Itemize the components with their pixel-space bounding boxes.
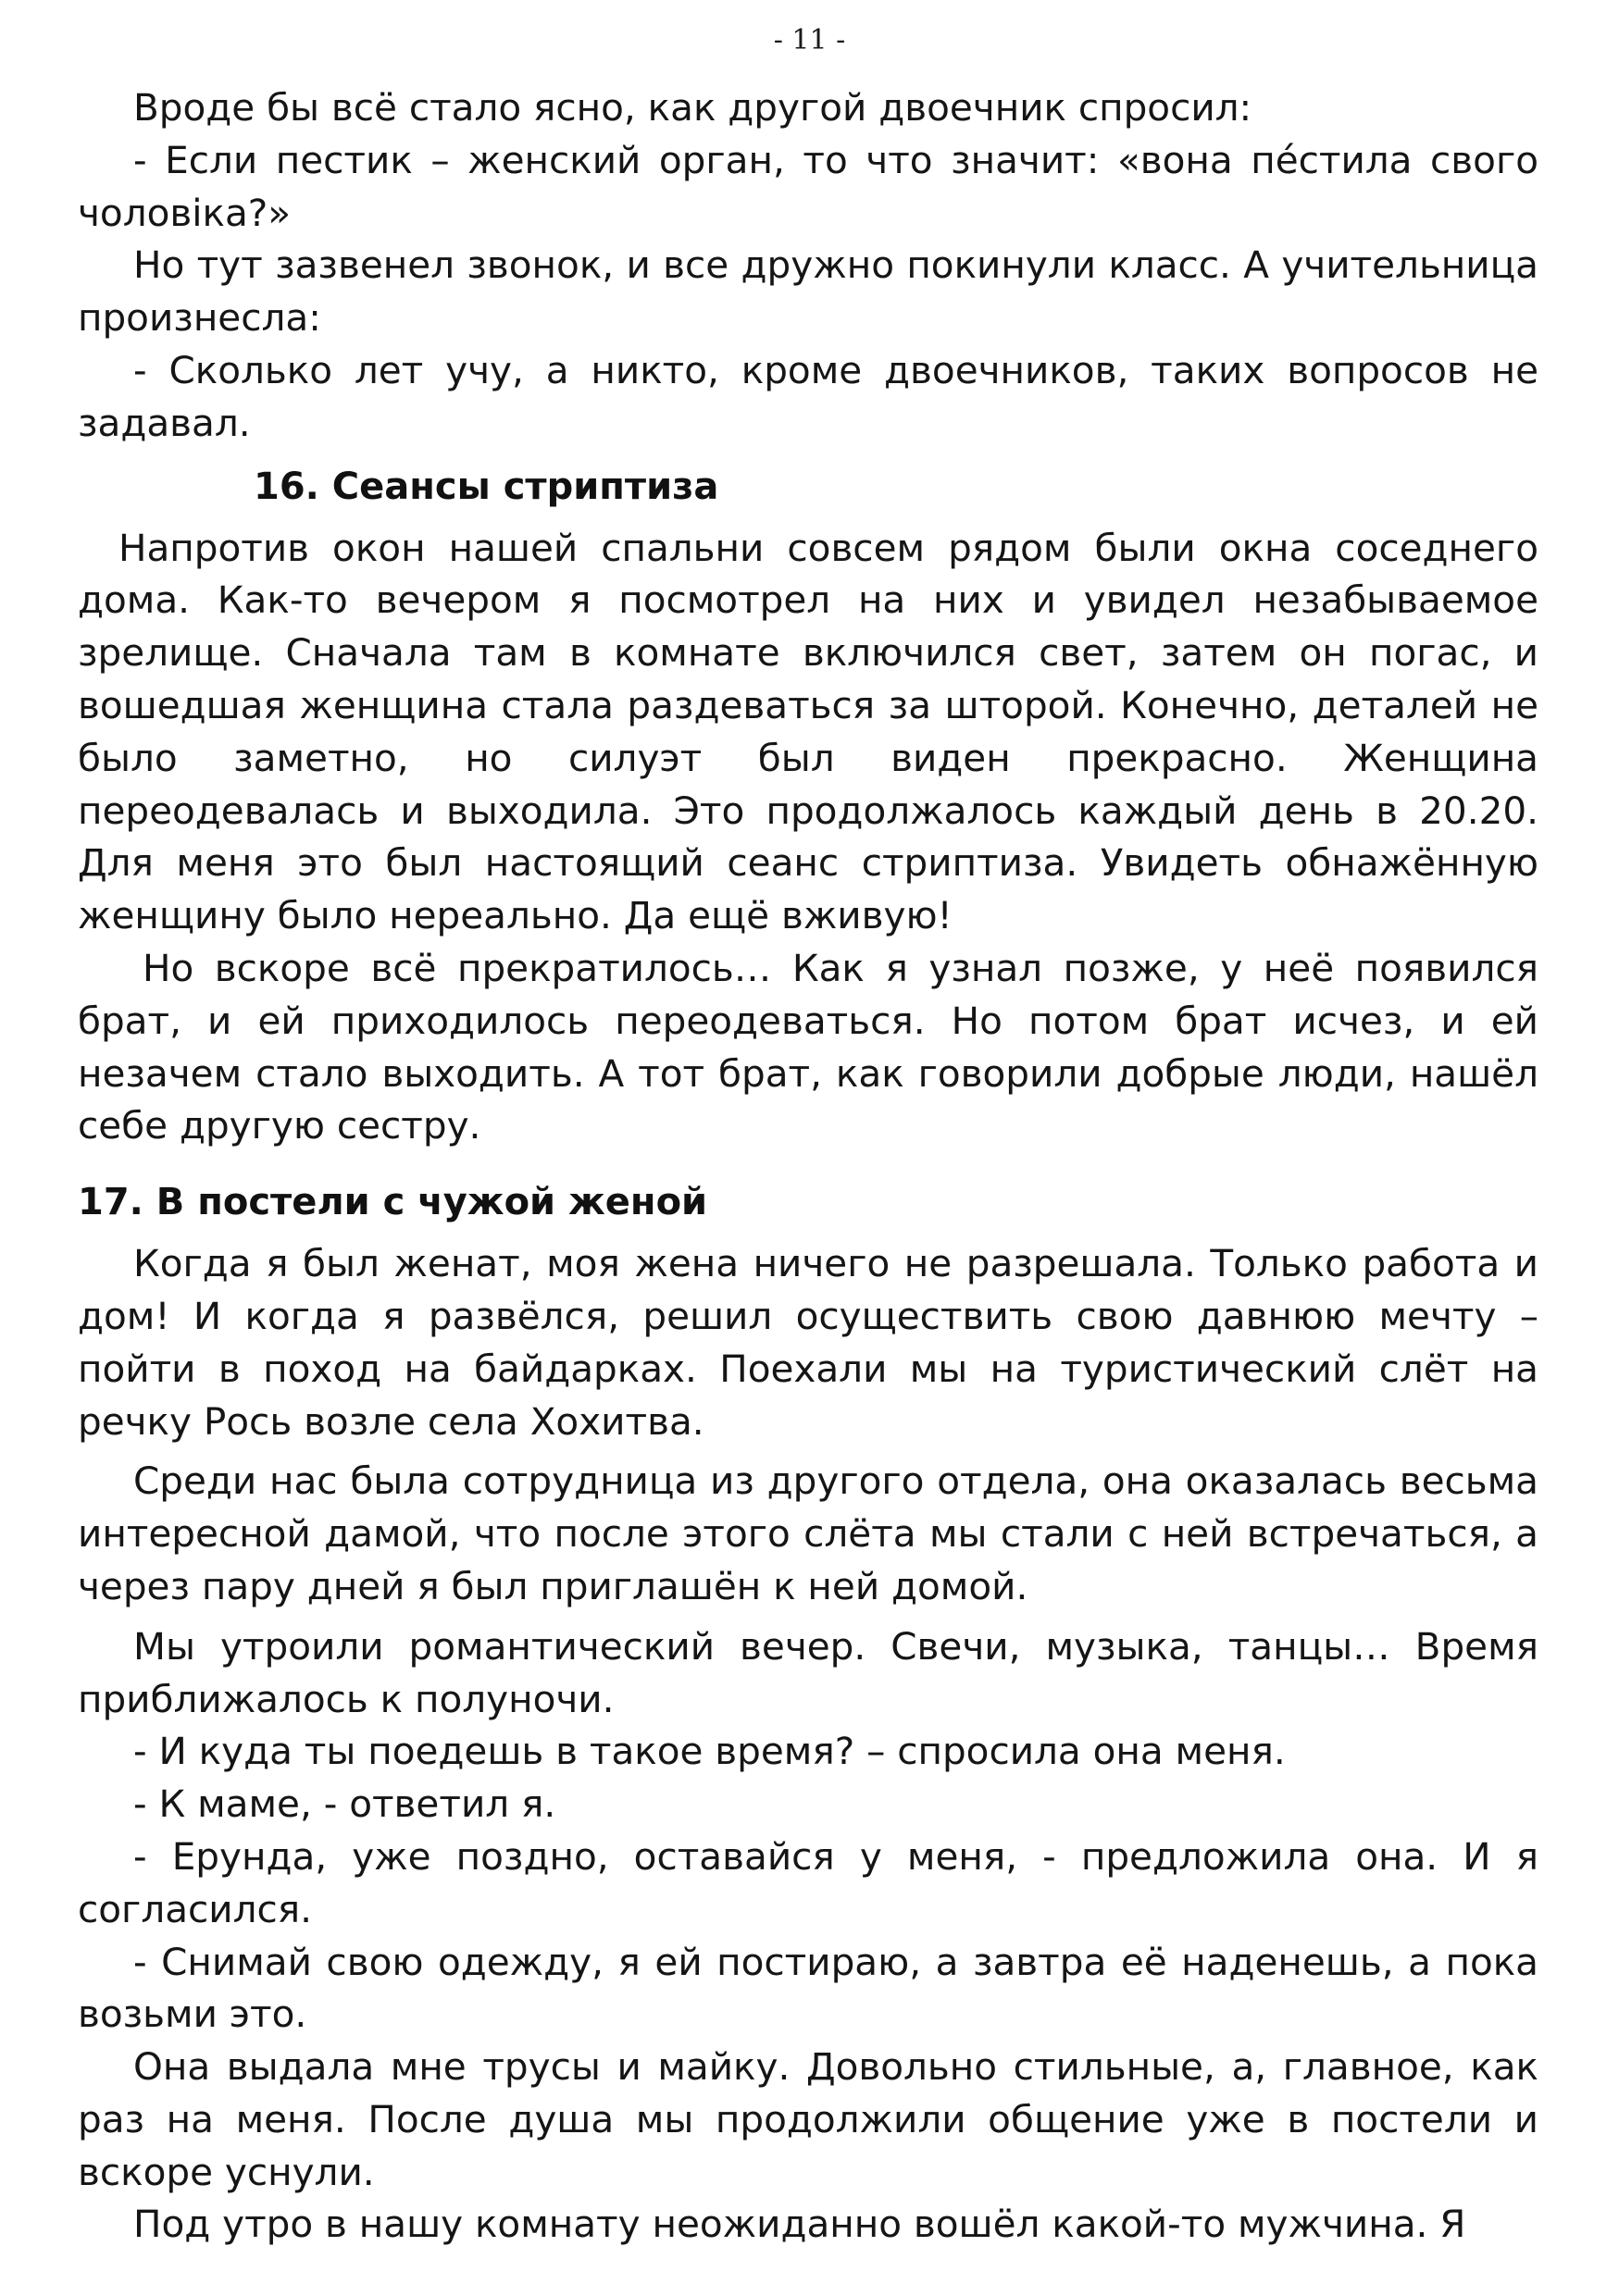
- section-heading-16: 16. Сеансы стриптиза: [254, 465, 719, 508]
- paragraph: Она выдала мне трусы и майку. Довольно стильные, а, главное, как раз на меня. После душа мы продолжили общение уже в постели и вскоре уснули.: [78, 2044, 1538, 2194]
- paragraph: Под утро в нашу комнату неожиданно вошёл какой-то мужчина. Я: [133, 2202, 1466, 2247]
- section-heading-17: 17. В постели с чужой женой: [78, 1181, 708, 1224]
- paragraph: - К маме, - ответил я.: [133, 1781, 556, 1827]
- paragraph: Вроде бы всё стало ясно, как другой двоечник спросил:: [133, 85, 1252, 130]
- paragraph: Но тут зазвенел звонок, и все дружно покинули класс. А учительница произнесла:: [78, 242, 1538, 341]
- paragraph: Среди нас была сотрудница из другого отдела, она оказалась весьма интересной дамой, что после этого слёта мы стали с ней встречаться, а через пару дней я был приглашён к ней домой.: [78, 1458, 1538, 1608]
- paragraph: Мы утроили романтический вечер. Свечи, музыка, танцы… Время приближалось к полуночи.: [78, 1623, 1538, 1721]
- paragraph: - Сколько лет учу, а никто, кроме двоечников, таких вопросов не задавал.: [78, 347, 1538, 445]
- page-number: - 11 -: [773, 24, 846, 56]
- paragraph: - Если пестик – женский орган, то что значит: «вона пе́стила свого чоловіка?»: [78, 137, 1538, 235]
- paragraph: - И куда ты поедешь в такое время? – спросила она меня.: [133, 1729, 1286, 1774]
- paragraph: Когда я был женат, моя жена ничего не разрешала. Только работа и дом! И когда я развёлся, решил осуществить свою давнюю мечту – пойти в поход на байдарках. Поехали мы на туристический слёт на речку Рось возле села Хохитва.: [78, 1241, 1538, 1444]
- paragraph: Но вскоре всё прекратилось… Как я узнал позже, у неё появился брат, и ей приходилось переодеваться. Но потом брат исчез, и ей незачем стало выходить. А тот брат, как говорили добрые люди, нашёл себе другую сестру.: [78, 945, 1538, 1148]
- paragraph: - Ерунда, уже поздно, оставайся у меня, - предложила она. И я согласился.: [78, 1833, 1538, 1931]
- paragraph: Напротив окон нашей спальни совсем рядом были окна соседнего дома. Как-то вечером я посмотрел на них и увидел незабываемое зрелище. Сначала там в комнате включился свет, затем он погас, и вошедшая женщина стала раздеваться за шторой. Конечно, деталей не было заметно, но силуэт был виден прекрасно. Женщина переодевалась и выходила. Это продолжалось каждый день в 20.20. Для меня это был настоящий сеанс стриптиза. Увидеть обнажённую женщину было нереально. Да ещё вживую!: [78, 525, 1538, 938]
- page-body: [78, 81, 1538, 2251]
- paragraph: - Снимай свою одежду, я ей постираю, а завтра её наденешь, а пока возьми это.: [78, 1939, 1538, 2037]
